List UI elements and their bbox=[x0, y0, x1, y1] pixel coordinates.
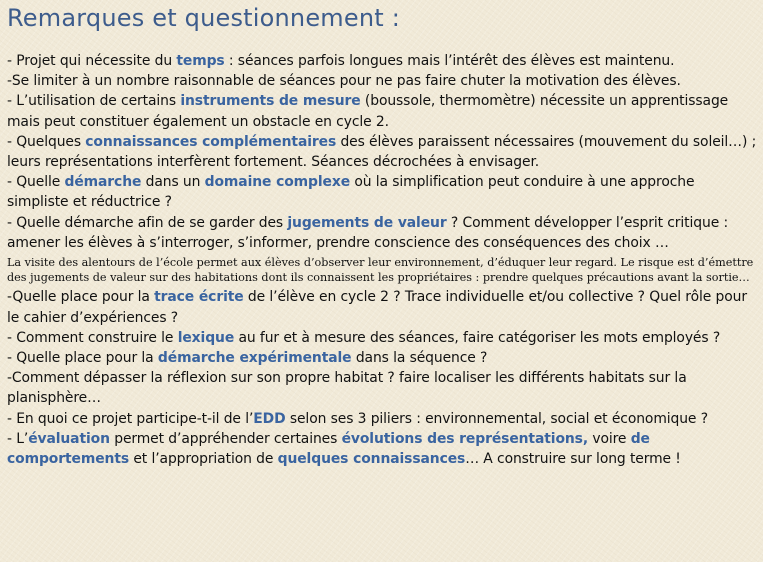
highlighted-keyword: évolutions des représentations, bbox=[341, 430, 589, 447]
remark-text: - Quelques bbox=[7, 133, 86, 150]
highlighted-keyword: de comportements bbox=[7, 430, 650, 468]
remark-item bbox=[7, 368, 759, 408]
remark-text: - Quelle bbox=[7, 174, 65, 191]
remark-text: - Quelle place pour la bbox=[7, 350, 158, 367]
highlighted-keyword: EDD bbox=[253, 410, 286, 427]
remark-text: : séances parfois longues mais l’intérêt des élèves est maintenu. bbox=[224, 53, 675, 69]
highlighted-keyword: quelques connaissances bbox=[277, 451, 466, 468]
highlighted-keyword: trace écrite bbox=[154, 289, 244, 306]
remark-text: -Se limiter à un nombre raisonnable de séances pour ne pas faire chuter la motivation des élèves. bbox=[7, 73, 681, 90]
highlighted-keyword: démarche bbox=[64, 174, 142, 191]
highlighted-keyword: temps bbox=[176, 53, 225, 69]
highlighted-keyword: démarche expérimentale bbox=[157, 350, 352, 367]
remark-text: (boussole, thermomètre) nécessite un apprentissage mais peut constituer également un obstacle en cycle 2. bbox=[7, 93, 729, 130]
highlighted-keyword: instruments de mesure bbox=[180, 93, 361, 110]
remark-text: de l’élève en cycle 2 ? Trace individuelle et/ou collective ? Quel rôle pour le cahier d’expériences ? bbox=[7, 289, 747, 326]
remark-text: voire bbox=[588, 430, 631, 447]
remark-text: … A construire sur long terme ! bbox=[465, 451, 681, 468]
remark-text: des élèves paraissent nécessaires (mouvement du soleil…) ; leurs représentations interfèrent fortement. Séances décrochées à envisager. bbox=[7, 133, 757, 171]
remark-item bbox=[7, 91, 759, 131]
remark-text: -Comment dépasser la réflexion sur son propre habitat ? faire localiser les différents habitats sur la planisphère… bbox=[7, 370, 687, 407]
remark-text: - Quelle démarche afin de se garder des bbox=[7, 214, 288, 231]
remark-text: au fur et à mesure des séances, faire catégoriser les mots employés ? bbox=[234, 329, 721, 346]
remark-text: - Comment construire le bbox=[7, 329, 178, 346]
remark-item bbox=[7, 51, 759, 71]
highlighted-keyword: domaine complexe bbox=[204, 174, 351, 191]
remarks-list bbox=[7, 51, 759, 469]
remark-item bbox=[7, 132, 759, 172]
remark-text: selon ses 3 piliers : environnemental, social et économique ? bbox=[285, 410, 708, 427]
remark-text: - L’ bbox=[7, 430, 29, 447]
remark-item bbox=[7, 71, 759, 91]
note-paragraph bbox=[7, 255, 759, 285]
highlighted-keyword: connaissances complémentaires bbox=[85, 133, 337, 150]
remark-text: - En quoi ce projet participe-t-il de l’ bbox=[7, 410, 254, 427]
remark-text: - L’utilisation de certains bbox=[7, 93, 181, 110]
page-title: Remarques et questionnement : bbox=[7, 4, 400, 32]
remark-text: dans la séquence ? bbox=[351, 350, 488, 367]
remark-text: et l’appropriation de bbox=[129, 451, 278, 468]
remark-text: permet d’appréhender certaines bbox=[109, 430, 342, 447]
highlighted-keyword: lexique bbox=[177, 329, 235, 346]
remark-item bbox=[7, 409, 759, 429]
remark-item bbox=[7, 328, 759, 348]
remark-item bbox=[7, 348, 759, 368]
remark-text: - Projet qui nécessite du bbox=[7, 53, 177, 69]
remark-text: ? Comment développer l’esprit critique : amener les élèves à s’interroger, s’informer, prendre conscience des conséquences des choix … bbox=[7, 214, 729, 251]
remark-text: La visite des alentours de l’école permet aux élèves d’observer leur environnement, d’éduquer leur regard. Le risque est d’émettre des jugements de valeur sur des habitations dont ils connaissent les propriétaires : prendre quelques précautions avant la sortie… bbox=[7, 256, 754, 285]
remark-item bbox=[7, 172, 759, 212]
highlighted-keyword: jugements de valeur bbox=[287, 214, 447, 231]
remark-text: où la simplification peut conduire à une approche simpliste et réductrice ? bbox=[7, 174, 695, 211]
remark-text: -Quelle place pour la bbox=[7, 289, 155, 306]
remark-item bbox=[7, 287, 759, 327]
remark-text: dans un bbox=[141, 174, 205, 191]
highlighted-keyword: évaluation bbox=[28, 430, 110, 447]
remark-item bbox=[7, 213, 759, 253]
remark-item bbox=[7, 429, 759, 469]
